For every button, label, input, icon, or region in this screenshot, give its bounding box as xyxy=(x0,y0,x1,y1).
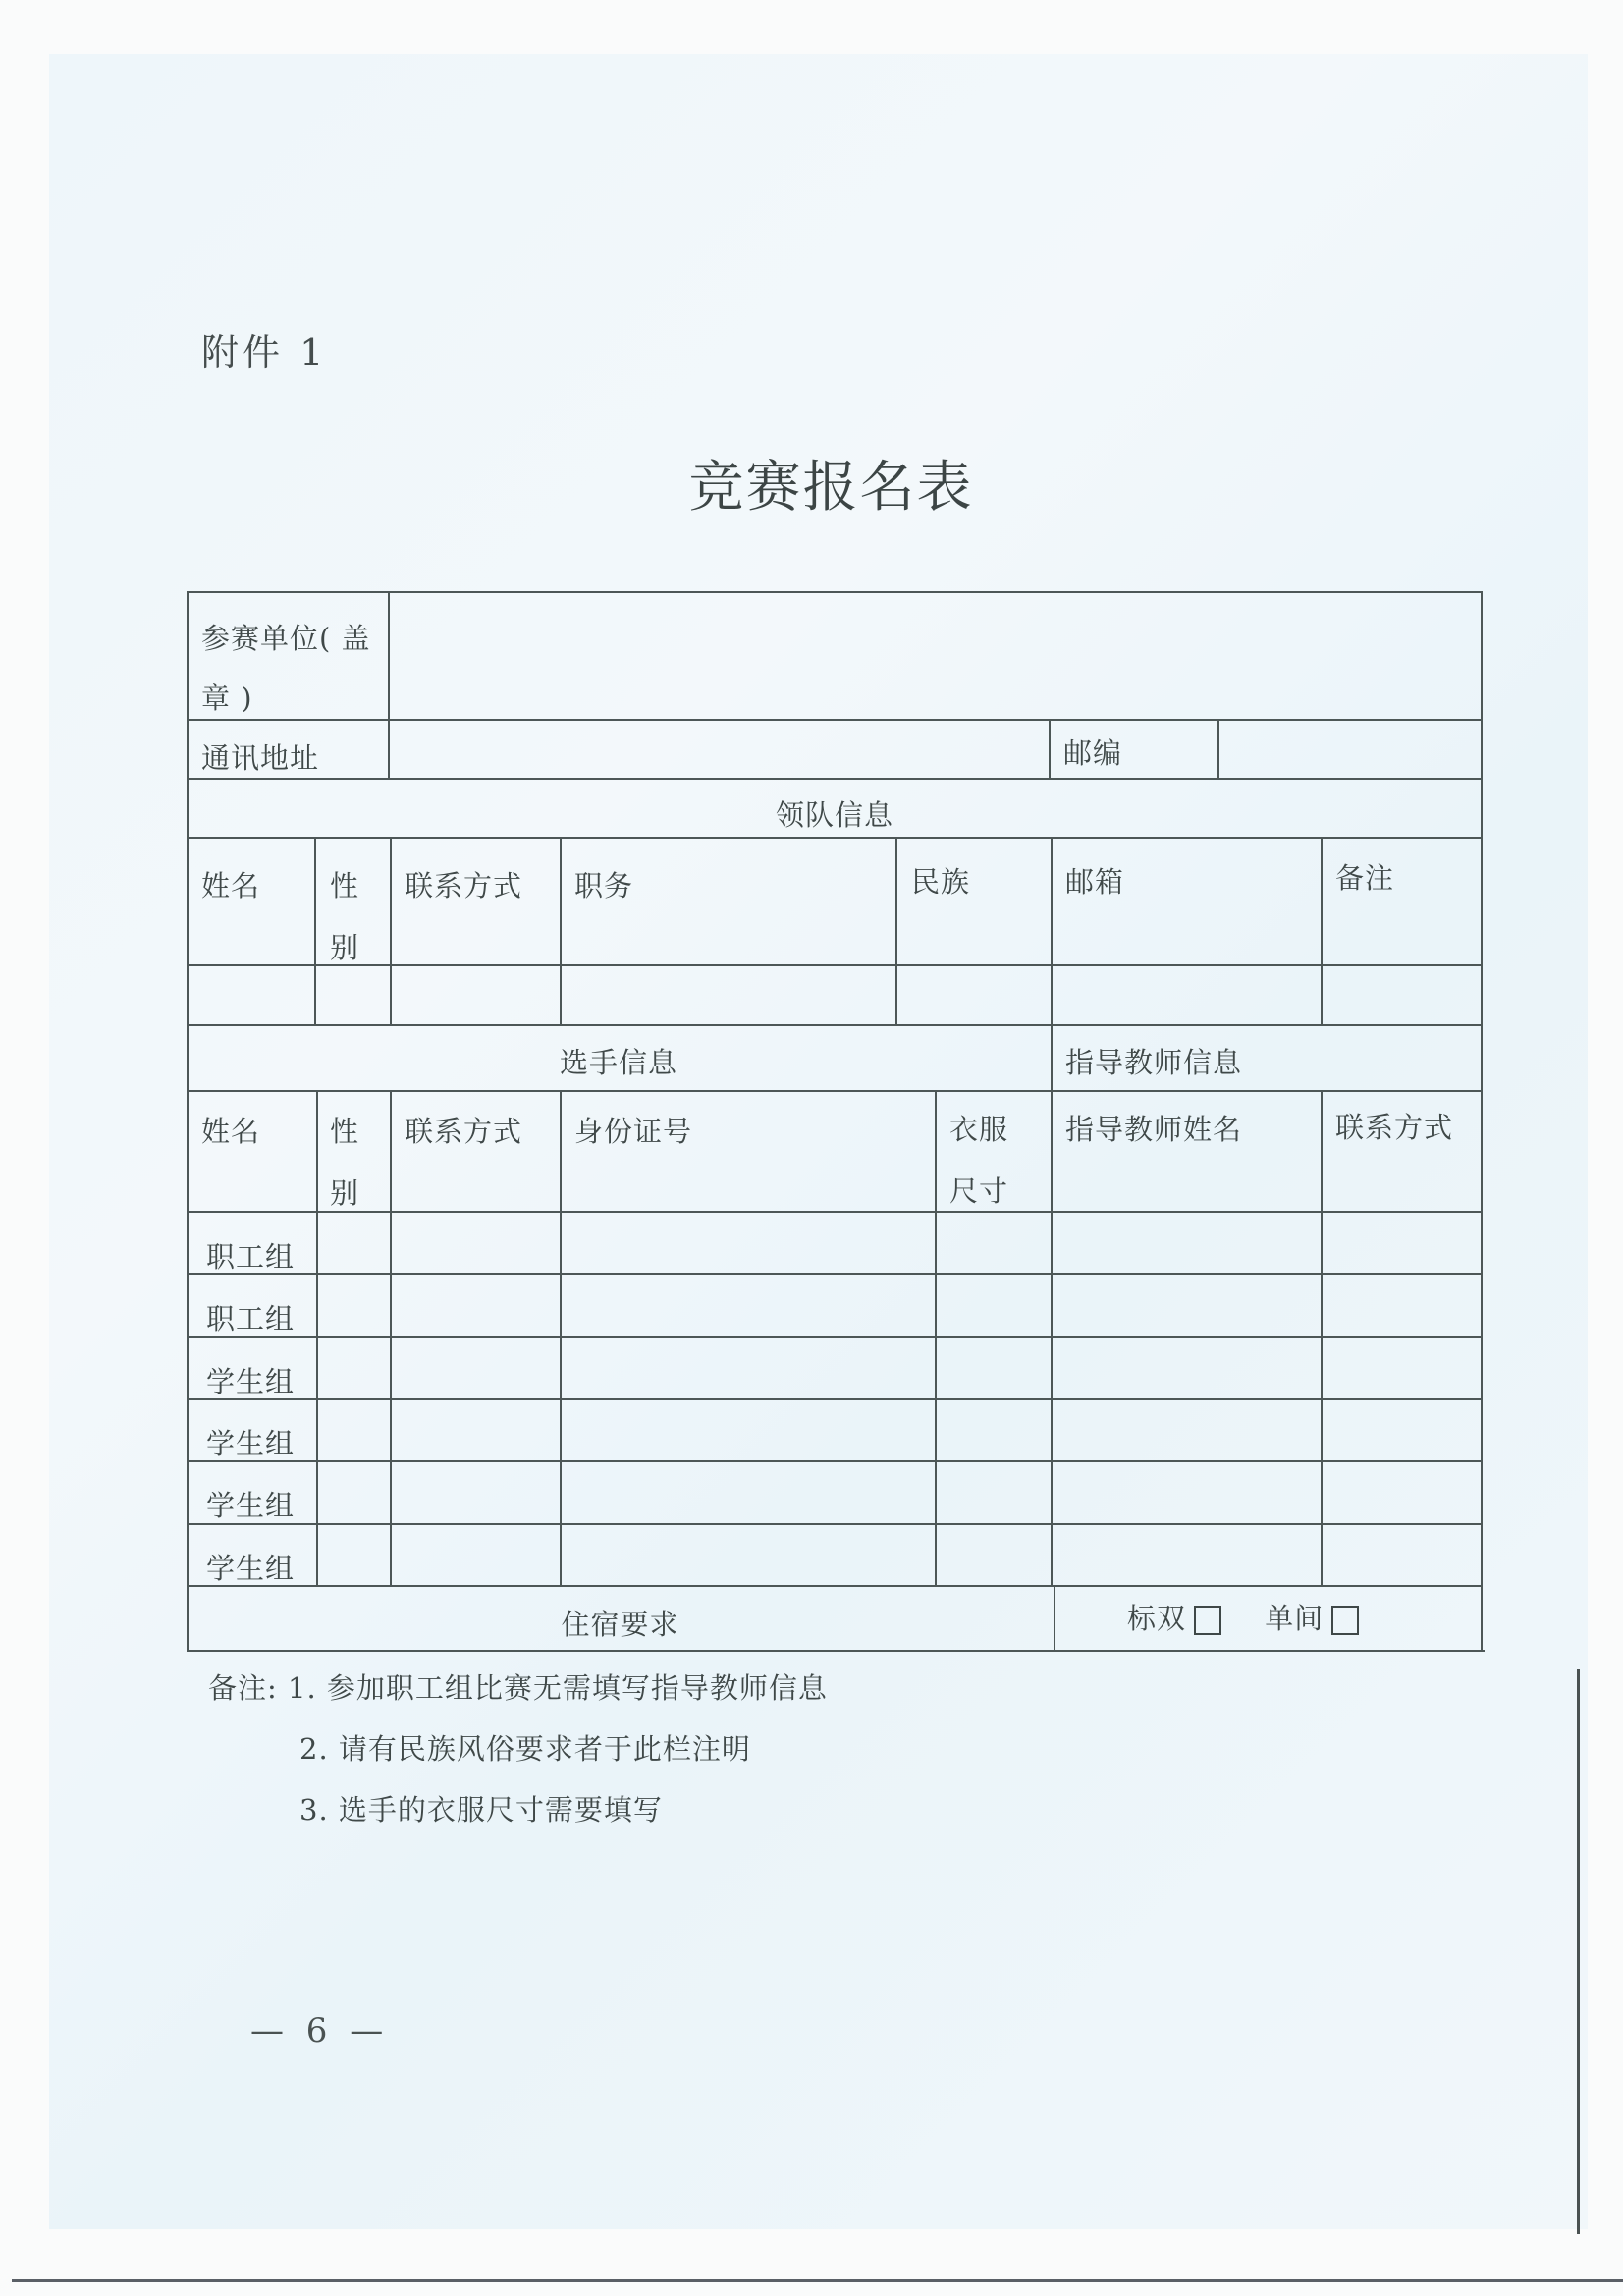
player-row-4-group: 学生组 xyxy=(206,1427,296,1460)
leader-header-email: 邮箱 xyxy=(1065,865,1125,899)
address-label: 通讯地址 xyxy=(201,741,320,775)
table-line xyxy=(187,778,1483,780)
accommodation-label: 住宿要求 xyxy=(561,1608,679,1641)
leader-position-input[interactable] xyxy=(562,966,895,1024)
table-line xyxy=(187,1090,1483,1092)
teacher-section-title: 指导教师信息 xyxy=(1065,1046,1243,1079)
player-row-4-inputs[interactable] xyxy=(318,1400,1481,1460)
player-header-gender-line1: 性 xyxy=(330,1115,360,1148)
player-header-teacher-name: 指导教师姓名 xyxy=(1065,1113,1243,1146)
table-line xyxy=(1054,1585,1055,1650)
table-line xyxy=(187,1585,1483,1587)
table-line xyxy=(1049,719,1051,778)
unit-label xyxy=(201,617,371,717)
address-input-cell[interactable] xyxy=(390,721,1049,778)
leader-header-position: 职务 xyxy=(574,869,634,902)
page-number: — 6 — xyxy=(250,2011,390,2050)
table-line xyxy=(189,1650,1485,1652)
leader-header-gender xyxy=(330,864,359,966)
leader-header-ethnicity: 民族 xyxy=(911,865,971,899)
annex-label: 附件 1 xyxy=(201,331,328,374)
leader-contact-input[interactable] xyxy=(392,966,560,1024)
player-header-clothing-size xyxy=(949,1108,1008,1210)
leader-email-input[interactable] xyxy=(1053,966,1321,1024)
leader-header-gender-line1: 性 xyxy=(330,869,360,902)
note-item-3: 3. 选手的衣服尺寸需要填写 xyxy=(299,1793,663,1827)
table-line xyxy=(1051,1024,1053,1090)
note-item-1 xyxy=(208,1665,828,1725)
player-row-2-inputs[interactable] xyxy=(318,1275,1481,1336)
unit-label-line1: 参赛单位( 盖 xyxy=(201,622,371,655)
leader-remarks-input[interactable] xyxy=(1323,966,1481,1024)
player-header-id-number: 身份证号 xyxy=(574,1115,693,1148)
player-section-title: 选手信息 xyxy=(559,1046,677,1079)
player-header-contact: 联系方式 xyxy=(405,1115,523,1148)
player-row-3-inputs[interactable] xyxy=(318,1338,1481,1398)
leader-gender-input[interactable] xyxy=(316,966,390,1024)
player-row-2-group: 职工组 xyxy=(206,1302,296,1336)
player-row-5-group: 学生组 xyxy=(206,1489,296,1522)
page-title: 竞赛报名表 xyxy=(688,456,974,519)
table-line xyxy=(187,591,189,1652)
accommodation-options xyxy=(1127,1597,1359,1637)
player-row-1-inputs[interactable] xyxy=(318,1213,1481,1273)
notes-prefix: 备注: xyxy=(208,1671,278,1705)
standard-double-label: 标双 xyxy=(1127,1602,1187,1635)
unit-input-cell[interactable] xyxy=(390,593,1481,719)
player-header-clothing-line2: 尺寸 xyxy=(949,1175,1009,1208)
player-row-3-group: 学生组 xyxy=(206,1365,296,1398)
leader-section-title: 领队信息 xyxy=(775,798,893,832)
leader-header-name: 姓名 xyxy=(201,869,261,902)
leader-header-gender-line2: 别 xyxy=(330,931,360,964)
postcode-label: 邮编 xyxy=(1063,737,1123,770)
table-line xyxy=(187,1024,1483,1026)
note-item-2: 2. 请有民族风俗要求者于此栏注明 xyxy=(299,1732,751,1766)
player-header-clothing-line1: 衣服 xyxy=(949,1113,1009,1146)
player-row-6-group: 学生组 xyxy=(206,1552,296,1585)
notes-section xyxy=(208,1665,828,1847)
unit-label-line2: 章 ) xyxy=(201,682,253,715)
table-line xyxy=(187,837,1483,839)
note-text-1: 1. 参加职工组比赛无需填写指导教师信息 xyxy=(288,1671,828,1705)
single-room-checkbox[interactable] xyxy=(1331,1606,1359,1635)
player-row-1-group: 职工组 xyxy=(206,1240,296,1274)
leader-header-remarks: 备注 xyxy=(1335,861,1395,895)
player-header-teacher-contact: 联系方式 xyxy=(1335,1111,1454,1144)
leader-header-contact: 联系方式 xyxy=(405,869,523,902)
player-header-gender xyxy=(330,1110,359,1212)
standard-double-checkbox[interactable] xyxy=(1194,1606,1221,1635)
player-row-5-inputs[interactable] xyxy=(318,1462,1481,1523)
player-row-6-inputs[interactable] xyxy=(318,1525,1481,1585)
table-line xyxy=(1481,591,1483,1652)
postcode-input-cell[interactable] xyxy=(1219,721,1481,778)
single-room-label: 单间 xyxy=(1265,1602,1325,1635)
leader-name-input[interactable] xyxy=(189,966,314,1024)
player-header-name: 姓名 xyxy=(201,1115,261,1148)
leader-ethnicity-input[interactable] xyxy=(897,966,1051,1024)
player-header-gender-line2: 别 xyxy=(330,1176,360,1210)
